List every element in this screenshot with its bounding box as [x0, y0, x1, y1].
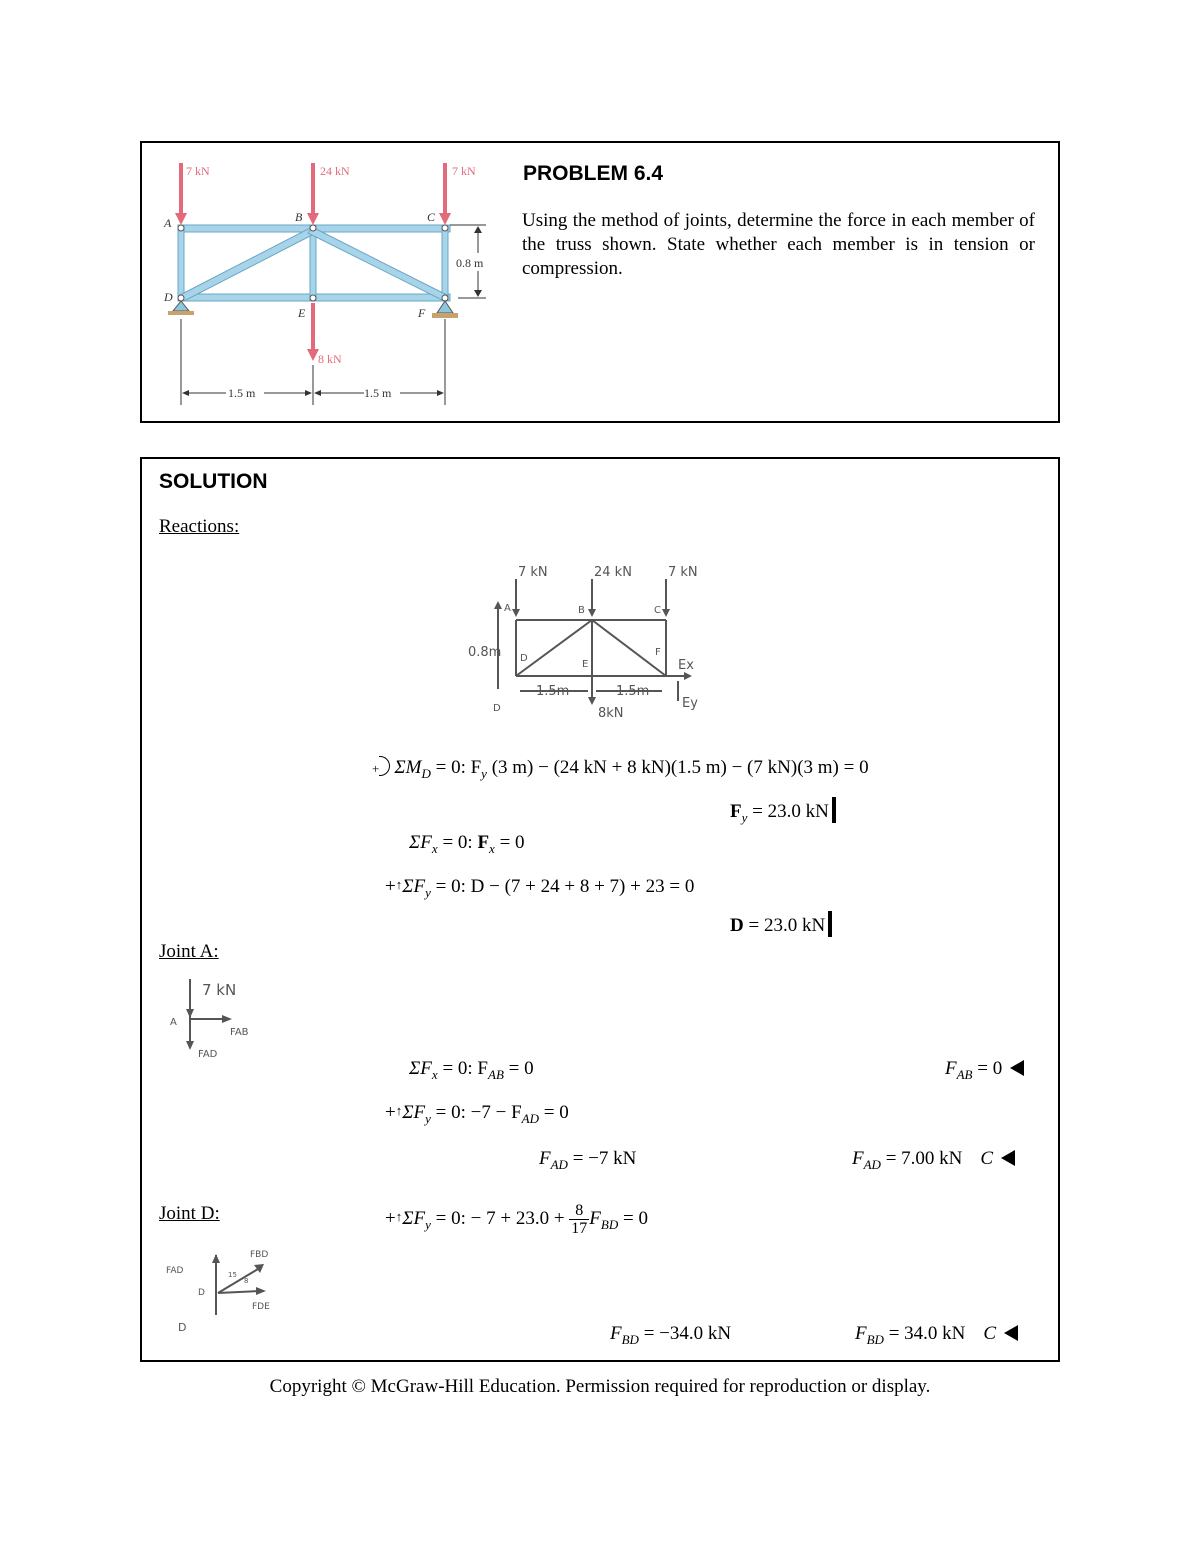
joint-d-label: Joint D: [159, 1203, 220, 1224]
joint-d-fad: FAD [166, 1266, 184, 1276]
answer-marker-icon [1001, 1150, 1015, 1166]
answer-bar [828, 911, 832, 937]
problem-heading: PROBLEM 6.4 [523, 162, 664, 185]
moment-equation: + $\Sigma M_D = 0$: $F_y$ (3 m) − (24 kN + 8 kN)(1.5 m) − (7 kN)(3 m) = 0 [372, 757, 869, 781]
load-label-C: 7 kN [452, 164, 476, 178]
truss-members [178, 225, 450, 301]
problem-statement: Using the method of joints, determine the force in each member of the truss shown. State whether each member is in tension or compression. [522, 210, 1035, 279]
node-label-F: F [418, 306, 426, 320]
joint-d-fbd: FBD [250, 1250, 269, 1260]
joint-d-15: 15 [228, 1271, 237, 1279]
problem-box [140, 141, 1060, 423]
sketch-label-Ey: Ey [682, 696, 698, 711]
fraction: $\frac{8}{17}$ [571, 1202, 588, 1238]
load-label-B: 24 kN [320, 164, 350, 178]
sketch-load-C: 7 kN [668, 565, 698, 580]
node-label-E: E [298, 306, 306, 320]
joint-a-sketch [162, 973, 272, 1073]
sketch-label-C: C [654, 605, 661, 616]
joint-d-answer: $F_{BD} = 34.0$ kN C [855, 1323, 1018, 1348]
sketch-height: 0.8m [468, 645, 502, 660]
joint-a-label: Joint A: [159, 941, 219, 962]
copyright-footer: Copyright © McGraw-Hill Education. Permission required for reproduction or display. [269, 1376, 931, 1397]
reactions-sketch [468, 551, 708, 721]
joint-a-load: 7 kN [202, 981, 237, 999]
joint-d-fde: FDE [252, 1302, 270, 1312]
sketch-span-right: 1.5m [616, 684, 650, 699]
sketch-load-E: 8kN [598, 706, 624, 721]
node-label-D: D [164, 290, 173, 304]
joint-a-answer1: $F_{AB} = 0$ [945, 1058, 1024, 1083]
node-label-B: B [295, 210, 303, 224]
answer-marker-icon [1004, 1325, 1018, 1341]
joint-d-node: D [198, 1288, 205, 1298]
node-label-C: C [427, 210, 436, 224]
fysum-equation: $+↑\Sigma F_y = 0$: D − (7 + 24 + 8 + 7) + 23 = 0 [385, 876, 695, 900]
solution-box [140, 457, 1060, 1362]
joint-d-dv: D [178, 1321, 187, 1334]
load-label-A: 7 kN [186, 164, 210, 178]
fx-equation: $\Sigma F_x = 0$: $F_x = 0$ [409, 832, 525, 856]
joint-a-node: A [170, 1017, 177, 1028]
joint-d-result: $F_{BD} = -34.0$ kN [610, 1323, 732, 1347]
sketch-label-D: D [520, 653, 528, 664]
node-label-A: A [164, 216, 172, 230]
load-label-E: 8 kN [318, 352, 342, 366]
truss-figure [142, 143, 502, 421]
sketch-label-E: E [582, 659, 589, 670]
joint-d-8: 8 [244, 1277, 249, 1285]
sketch-label-F: F [655, 647, 661, 658]
joint-a-eq2: $+↑\Sigma F_y = 0$: $-7 - F_{AD} = 0$ [385, 1102, 569, 1126]
height-label: 0.8 m [456, 256, 484, 270]
solution-heading: SOLUTION [159, 470, 268, 493]
joint-a-answer2: $F_{AD} = 7.00$ kN C [852, 1148, 1015, 1173]
sketch-label-Ex: Ex [678, 658, 694, 673]
sketch-load-B: 24 kN [594, 565, 632, 580]
d-result: D = 23.0 kN [730, 911, 832, 937]
joint-a-eq1: $\Sigma F_x = 0$: $F_{AB} = 0$ [409, 1058, 534, 1082]
joint-a-fad: FAD [198, 1049, 218, 1060]
answer-marker-icon [1010, 1060, 1024, 1076]
pin-support-F [432, 301, 458, 318]
span-label-left: 1.5 m [228, 386, 256, 400]
sketch-label-B: B [578, 605, 585, 616]
joint-a-result: $F_{AD} = -7$ kN [539, 1148, 637, 1172]
sketch-load-A: 7 kN [518, 565, 548, 580]
answer-bar [832, 797, 836, 823]
fy-result: $F_y = 23.0$ kN [730, 797, 836, 826]
joint-d-equation: $+↑\Sigma F_y = 0$: − 7 + 23.0 + $\frac{8}{17}$ $F_{BD} = 0$ [385, 1202, 648, 1238]
sketch-label-A: A [504, 603, 511, 614]
joint-d-sketch [162, 1245, 292, 1345]
sketch-span-left: 1.5m [536, 684, 570, 699]
sketch-label-Dv: D [493, 703, 501, 714]
reactions-label: Reactions: [159, 516, 240, 537]
joint-a-fab: FAB [230, 1027, 249, 1038]
span-label-right: 1.5 m [364, 386, 392, 400]
